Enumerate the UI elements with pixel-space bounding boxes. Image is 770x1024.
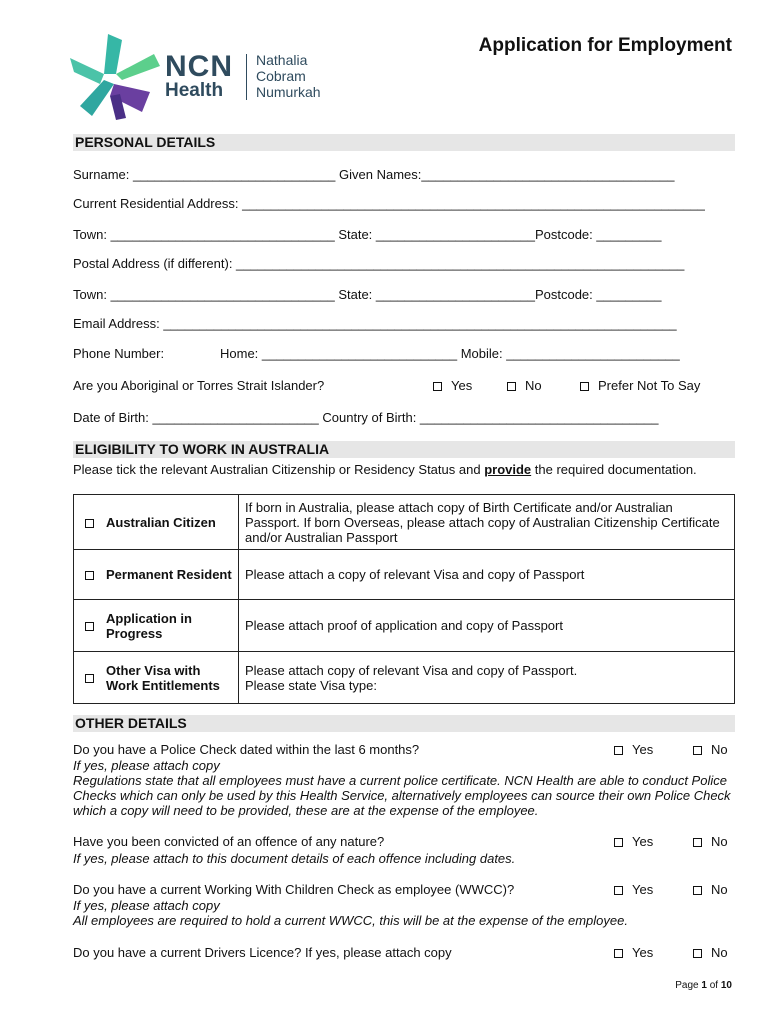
checkbox-icon[interactable] bbox=[693, 886, 702, 895]
wwcc-note: If yes, please attach copy bbox=[73, 898, 220, 913]
checkbox-icon[interactable] bbox=[433, 382, 442, 391]
conviction-yes-option[interactable]: Yes bbox=[614, 834, 653, 849]
table-row bbox=[74, 652, 735, 704]
logo-health-text: Health bbox=[165, 80, 224, 101]
postal-address-field[interactable]: Postal Address (if different): ______________________________________________________________ bbox=[73, 256, 685, 271]
police-check-question: Do you have a Police Check dated within the last 6 months? bbox=[73, 742, 420, 757]
checkbox-icon[interactable] bbox=[85, 622, 94, 631]
drivers-licence-yes-option[interactable]: Yes bbox=[614, 945, 653, 960]
table-row bbox=[74, 600, 735, 652]
wwcc-requirement: All employees are required to hold a current WWCC, this will be at the expense of the employee. bbox=[73, 913, 628, 928]
logo-divider bbox=[246, 54, 247, 100]
eligibility-intro: Please tick the relevant Australian Citizenship or Residency Status and provide the required documentation. bbox=[73, 462, 697, 477]
wwcc-question: Do you have a current Working With Children Check as employee (WWCC)? bbox=[73, 882, 515, 897]
drivers-licence-question: Do you have a current Drivers Licence? If yes, please attach copy bbox=[73, 945, 452, 960]
checkbox-icon[interactable] bbox=[614, 949, 623, 958]
email-address-field[interactable]: Email Address: _______________________________________________________________________ bbox=[73, 316, 677, 331]
document-title: Application for Employment bbox=[478, 35, 732, 56]
checkbox-icon[interactable] bbox=[85, 519, 94, 528]
residential-address-field[interactable]: Current Residential Address: ________________________________________________________________ bbox=[73, 196, 705, 211]
checkbox-icon[interactable] bbox=[85, 571, 94, 580]
section-personal-details: PERSONAL DETAILS bbox=[73, 134, 735, 151]
drivers-licence-no-option[interactable]: No bbox=[693, 945, 728, 960]
police-check-note: If yes, please attach copy bbox=[73, 758, 220, 773]
wwcc-yes-option[interactable]: Yes bbox=[614, 882, 653, 897]
conviction-note: If yes, please attach to this document details of each offence including dates. bbox=[73, 851, 516, 866]
checkbox-icon[interactable] bbox=[580, 382, 589, 391]
checkbox-icon[interactable] bbox=[693, 746, 702, 755]
logo-sub-cobram: Cobram bbox=[256, 68, 306, 84]
town-state-postcode-field-1[interactable]: Town: _______________________________ State: ______________________Postcode: _________ bbox=[73, 227, 662, 242]
police-check-regulations: Regulations state that all employees must have a current police certificate. NCN Health are able to conduct Police Checks which can only be used by this Health Service, alternatively employees can source their own Police Check which a copy will need to be provided, these are at the expense of the employee. bbox=[73, 773, 731, 818]
checkbox-icon[interactable] bbox=[693, 838, 702, 847]
aboriginal-prefer-not-option[interactable]: Prefer Not To Say bbox=[580, 378, 700, 393]
eligibility-desc: If born in Australia, please attach copy of Birth Certificate and/or Australian Passport. If born Overseas, please attach copy of Australian Citizenship Certificate and/or Australian Passport bbox=[239, 495, 735, 550]
checkbox-icon[interactable] bbox=[614, 746, 623, 755]
eligibility-label: Permanent Resident bbox=[104, 550, 239, 600]
eligibility-label: Australian Citizen bbox=[104, 495, 239, 550]
logo-sub-nathalia: Nathalia bbox=[256, 52, 308, 68]
checkbox-icon[interactable] bbox=[614, 886, 623, 895]
section-eligibility: ELIGIBILITY TO WORK IN AUSTRALIA bbox=[73, 441, 735, 458]
conviction-question: Have you been convicted of an offence of any nature? bbox=[73, 834, 385, 849]
logo-sub-numurkah: Numurkah bbox=[256, 84, 321, 100]
ncn-health-logo-icon bbox=[70, 34, 160, 120]
checkbox-icon[interactable] bbox=[693, 949, 702, 958]
town-state-postcode-field-2[interactable]: Town: _______________________________ State: ______________________Postcode: _________ bbox=[73, 287, 662, 302]
page-number: Page 1 of 10 bbox=[675, 980, 732, 991]
logo-ncn-text: NCN bbox=[165, 50, 233, 83]
checkbox-icon[interactable] bbox=[614, 838, 623, 847]
eligibility-label: Application in Progress bbox=[104, 600, 239, 652]
checkbox-icon[interactable] bbox=[507, 382, 516, 391]
conviction-no-option[interactable]: No bbox=[693, 834, 728, 849]
aboriginal-no-option[interactable]: No bbox=[507, 378, 542, 393]
eligibility-desc: Please attach proof of application and copy of Passport bbox=[239, 600, 735, 652]
aboriginal-yes-option[interactable]: Yes bbox=[433, 378, 472, 393]
checkbox-icon[interactable] bbox=[85, 674, 94, 683]
section-other-details: OTHER DETAILS bbox=[73, 715, 735, 732]
phone-home-mobile-field[interactable]: Home: ___________________________ Mobile: ________________________ bbox=[220, 346, 680, 361]
aboriginal-question: Are you Aboriginal or Torres Strait Islander? bbox=[73, 378, 325, 393]
eligibility-desc: Please attach copy of relevant Visa and copy of Passport. Please state Visa type: bbox=[239, 652, 735, 704]
table-row bbox=[74, 550, 735, 600]
police-check-no-option[interactable]: No bbox=[693, 742, 728, 757]
table-row bbox=[74, 495, 735, 550]
surname-given-names-field[interactable]: Surname: ____________________________ Given Names:___________________________________ bbox=[73, 167, 675, 182]
eligibility-desc: Please attach a copy of relevant Visa and copy of Passport bbox=[239, 550, 735, 600]
police-check-yes-option[interactable]: Yes bbox=[614, 742, 653, 757]
dob-country-field[interactable]: Date of Birth: _______________________ Country of Birth: _________________________________ bbox=[73, 410, 659, 425]
eligibility-table bbox=[73, 494, 735, 704]
wwcc-no-option[interactable]: No bbox=[693, 882, 728, 897]
eligibility-label: Other Visa with Work Entitlements bbox=[104, 652, 239, 704]
phone-number-label: Phone Number: bbox=[73, 346, 165, 361]
